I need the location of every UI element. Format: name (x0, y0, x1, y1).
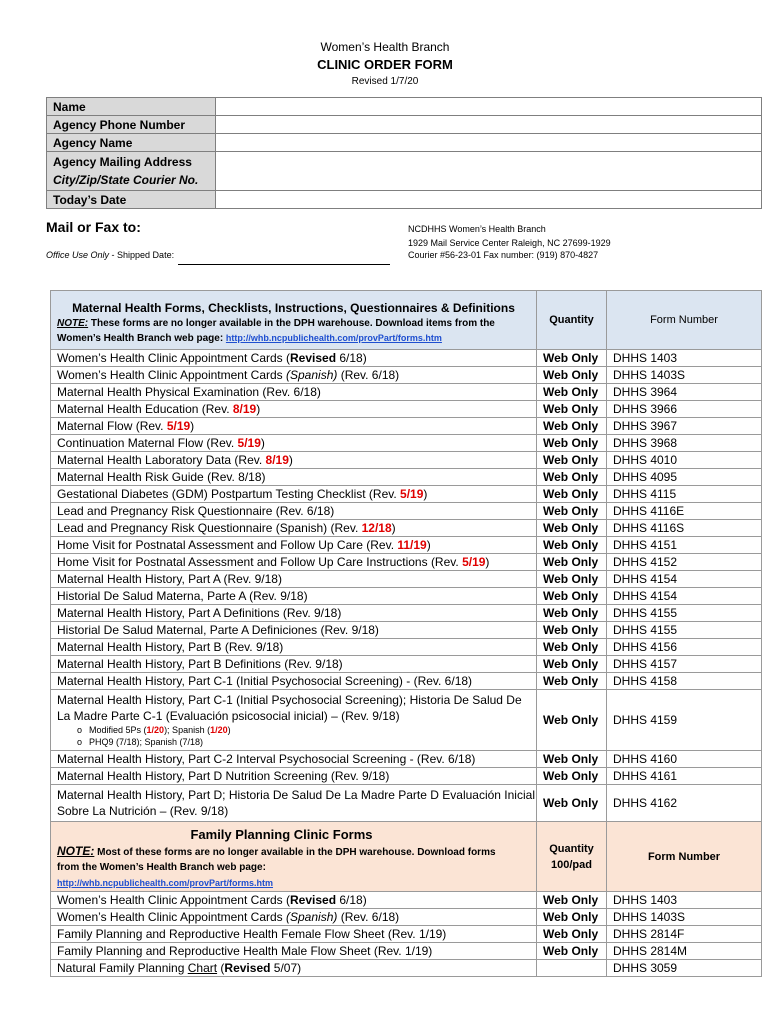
office-use-only: Office Use Only (46, 250, 110, 260)
form-number-cell: DHHS 4152 (607, 554, 762, 571)
table-row (51, 367, 762, 384)
form-number-cell: DHHS 2814F (607, 926, 762, 943)
form-description: Continuation Maternal Flow (Rev. 5/19) (51, 435, 537, 452)
quantity-cell[interactable]: Web Only (537, 909, 607, 926)
form-number-cell: DHHS 4159 (607, 690, 762, 751)
family-qty-header-line1: Quantity (549, 842, 594, 855)
office-use-label (46, 250, 174, 260)
form-number-cell: DHHS 3967 (607, 418, 762, 435)
table-row (51, 785, 762, 822)
form-description: Maternal Health History, Part A Definitions (Rev. 9/18) (51, 605, 537, 622)
form-number-cell: DHHS 1403 (607, 350, 762, 367)
form-number-cell: DHHS 4162 (607, 785, 762, 822)
courier-label-line2: City/Zip/State Courier No. (53, 173, 199, 187)
table-row (51, 588, 762, 605)
family-note-label: NOTE: (57, 844, 95, 858)
agency-phone-field[interactable] (216, 116, 762, 134)
form-number-cell: DHHS 4155 (607, 605, 762, 622)
form-number-cell: DHHS 4115 (607, 486, 762, 503)
table-row (51, 943, 762, 960)
quantity-cell[interactable]: Web Only (537, 751, 607, 768)
quantity-cell[interactable]: Web Only (537, 520, 607, 537)
quantity-cell[interactable]: Web Only (537, 622, 607, 639)
quantity-cell[interactable]: Web Only (537, 486, 607, 503)
c1-combo-text: Maternal Health History, Part C-1 (Initial Psychosocial Screening); Historia De Salud De La Madre Parte C-1 (Evaluación psicosocial inicial) – (Rev. 9/18) (57, 693, 522, 723)
family-note (57, 844, 506, 875)
table-row (51, 909, 762, 926)
table-row (51, 690, 762, 751)
partd-combo-description: Maternal Health History, Part D; Historia De Salud De La Madre Parte D Evaluación Inicial Sobre La Nutrición – (Rev. 9/18) (51, 785, 537, 822)
table-row (51, 435, 762, 452)
table-row (51, 418, 762, 435)
quantity-cell[interactable]: Web Only (537, 571, 607, 588)
form-description: Women’s Health Clinic Appointment Cards (Spanish) (Rev. 6/18) (51, 367, 537, 384)
agency-info-table (46, 97, 762, 209)
form-description: Maternal Health History, Part B Definitions (Rev. 9/18) (51, 656, 537, 673)
table-row (51, 605, 762, 622)
quantity-cell[interactable]: Web Only (537, 503, 607, 520)
form-number-cell: DHHS 3966 (607, 401, 762, 418)
maternal-note (57, 317, 530, 346)
maternal-forms-link[interactable]: http://whb.ncpublichealth.com/provPart/forms.htm (225, 332, 442, 343)
table-row (51, 768, 762, 785)
mail-or-fax-heading: Mail or Fax to: (46, 219, 141, 235)
maternal-note-text: These forms are no longer available in the DPH warehouse. Download items from the Women’s Health Branch web page: (57, 317, 495, 344)
quantity-cell[interactable]: Web Only (537, 768, 607, 785)
quantity-cell[interactable]: Web Only (537, 690, 607, 751)
form-number-cell: DHHS 4161 (607, 768, 762, 785)
form-description: Lead and Pregnancy Risk Questionnaire (Rev. 6/18) (51, 503, 537, 520)
table-row (51, 571, 762, 588)
mailing-address-field[interactable] (216, 152, 762, 191)
quantity-cell[interactable]: Web Only (537, 401, 607, 418)
table-row (51, 622, 762, 639)
nfp-description: Natural Family Planning Chart (Revised 5/07) (51, 960, 537, 977)
table-row (51, 639, 762, 656)
quantity-cell[interactable]: Web Only (537, 639, 607, 656)
address-line-2: 1929 Mail Service Center Raleigh, NC 27699-1929 (408, 238, 611, 248)
maternal-form-number-header: Form Number (607, 291, 762, 350)
form-number-cell: DHHS 4157 (607, 656, 762, 673)
table-row (51, 751, 762, 768)
form-description: Women’s Health Clinic Appointment Cards (Spanish) (Rev. 6/18) (51, 909, 537, 926)
form-description: Home Visit for Postnatal Assessment and Follow Up Care (Rev. 11/19) (51, 537, 537, 554)
family-forms-link[interactable]: http://whb.ncpublichealth.com/provPart/forms.htm (57, 878, 274, 888)
quantity-cell[interactable]: Web Only (537, 673, 607, 690)
todays-date-field[interactable] (216, 191, 762, 209)
form-number-cell: DHHS 3968 (607, 435, 762, 452)
shipped-date-label: - Shipped Date: (109, 250, 175, 260)
form-description: Women’s Health Clinic Appointment Cards (Revised 6/18) (51, 892, 537, 909)
agency-name-label: Agency Name (47, 134, 216, 152)
form-number-cell: DHHS 3964 (607, 384, 762, 401)
forms-order-table (50, 290, 762, 977)
revised-date: Revised 1/7/20 (351, 76, 419, 87)
quantity-cell[interactable]: Web Only (537, 350, 607, 367)
quantity-cell[interactable]: Web Only (537, 605, 607, 622)
form-description: Maternal Health Laboratory Data (Rev. 8/19) (51, 452, 537, 469)
quantity-cell[interactable]: Web Only (537, 537, 607, 554)
form-description: Women’s Health Clinic Appointment Cards (Revised 6/18) (51, 350, 537, 367)
form-number-cell: DHHS 4116S (607, 520, 762, 537)
quantity-cell[interactable]: Web Only (537, 785, 607, 822)
address-line-1: NCDHHS Women’s Health Branch (408, 224, 546, 234)
family-form-number-header: Form Number (607, 822, 762, 892)
table-row (51, 554, 762, 571)
table-row (51, 892, 762, 909)
form-number-cell: DHHS 4154 (607, 571, 762, 588)
c1-sub-item-5ps: o Modified 5Ps (1/20); Spanish (1/20) (77, 725, 231, 735)
form-number-cell: DHHS 2814M (607, 943, 762, 960)
form-number-cell: DHHS 1403 (607, 892, 762, 909)
form-number-cell: DHHS 4158 (607, 673, 762, 690)
form-number-cell: DHHS 3059 (607, 960, 762, 977)
form-number-cell: DHHS 1403S (607, 909, 762, 926)
form-description: Maternal Health History, Part C-2 Interval Psychosocial Screening - (Rev. 6/18) (51, 751, 537, 768)
agency-phone-label: Agency Phone Number (47, 116, 216, 134)
table-row (51, 384, 762, 401)
form-description: Home Visit for Postnatal Assessment and Follow Up Care Instructions (Rev. 5/19) (51, 554, 537, 571)
table-row (51, 656, 762, 673)
family-section-title: Family Planning Clinic Forms (190, 827, 373, 842)
form-number-cell: DHHS 4116E (607, 503, 762, 520)
maternal-quantity-header: Quantity (537, 291, 607, 350)
form-title: CLINIC ORDER FORM (317, 57, 453, 72)
form-description: Gestational Diabetes (GDM) Postpartum Testing Checklist (Rev. 5/19) (51, 486, 537, 503)
table-row (51, 486, 762, 503)
form-description: Historial De Salud Maternal, Parte A Definiciones (Rev. 9/18) (51, 622, 537, 639)
quantity-cell[interactable]: Web Only (537, 367, 607, 384)
maternal-section-title: Maternal Health Forms, Checklists, Instructions, Questionnaires & Definitions (72, 300, 515, 315)
name-label: Name (47, 98, 216, 116)
family-note-text: Most of these forms are no longer available in the DPH warehouse. Download forms from the Women’s Health Branch web page: (57, 847, 496, 873)
quantity-cell[interactable]: Web Only (537, 656, 607, 673)
c1-sub-item-phq9: o PHQ9 (7/18); Spanish (7/18) (77, 737, 204, 747)
quantity-cell[interactable]: Web Only (537, 452, 607, 469)
form-description: Maternal Health History, Part C-1 (Initial Psychosocial Screening) - (Rev. 6/18) (51, 673, 537, 690)
branch-name: Women’s Health Branch (320, 40, 450, 54)
form-number-cell: DHHS 4095 (607, 469, 762, 486)
form-number-cell: DHHS 4151 (607, 537, 762, 554)
form-number-cell: DHHS 1403S (607, 367, 762, 384)
table-row (51, 520, 762, 537)
family-qty-header-line2: 100/pad (551, 858, 592, 871)
table-row (51, 350, 762, 367)
form-description: Family Planning and Reproductive Health Female Flow Sheet (Rev. 1/19) (51, 926, 537, 943)
quantity-cell[interactable]: Web Only (537, 926, 607, 943)
quantity-cell[interactable]: Web Only (537, 435, 607, 452)
c1-combo-description (51, 690, 537, 751)
form-description: Maternal Health History, Part B (Rev. 9/18) (51, 639, 537, 656)
mailing-address-label (47, 152, 216, 191)
bullet-icon: o (77, 725, 83, 735)
quantity-cell[interactable]: Web Only (537, 418, 607, 435)
quantity-cell[interactable]: Web Only (537, 554, 607, 571)
form-description: Maternal Flow (Rev. 5/19) (51, 418, 537, 435)
form-description: Family Planning and Reproductive Health Male Flow Sheet (Rev. 1/19) (51, 943, 537, 960)
shipped-date-line[interactable] (178, 264, 390, 265)
family-quantity-header (537, 822, 607, 892)
form-description: Maternal Health Physical Examination (Rev. 6/18) (51, 384, 537, 401)
quantity-cell[interactable]: Web Only (537, 943, 607, 960)
name-field[interactable] (216, 98, 762, 116)
table-row (51, 673, 762, 690)
family-header-cell (51, 822, 537, 892)
mailing-address-label-line1: Agency Mailing Address (53, 155, 192, 169)
table-row (51, 452, 762, 469)
table-row (51, 537, 762, 554)
form-description: Maternal Health History, Part D Nutrition Screening (Rev. 9/18) (51, 768, 537, 785)
form-description: Lead and Pregnancy Risk Questionnaire (Spanish) (Rev. 12/18) (51, 520, 537, 537)
form-number-cell: DHHS 4156 (607, 639, 762, 656)
form-description: Maternal Health History, Part A (Rev. 9/18) (51, 571, 537, 588)
bullet-icon: o (77, 737, 83, 747)
form-description: Maternal Health Education (Rev. 8/19) (51, 401, 537, 418)
quantity-cell[interactable]: Web Only (537, 892, 607, 909)
table-row (51, 926, 762, 943)
maternal-section-header (51, 291, 762, 350)
quantity-cell[interactable]: Web Only (537, 469, 607, 486)
form-number-cell: DHHS 4154 (607, 588, 762, 605)
table-row (51, 401, 762, 418)
address-line-3: Courier #56-23-01 Fax number: (919) 870-4827 (408, 250, 599, 260)
quantity-cell[interactable]: Web Only (537, 588, 607, 605)
quantity-cell[interactable]: Web Only (537, 384, 607, 401)
form-number-cell: DHHS 4010 (607, 452, 762, 469)
form-number-cell: DHHS 4155 (607, 622, 762, 639)
family-planning-section-header (51, 822, 762, 892)
table-row (51, 960, 762, 977)
quantity-cell[interactable] (537, 960, 607, 977)
form-description: Historial De Salud Materna, Parte A (Rev. 9/18) (51, 588, 537, 605)
table-row (51, 503, 762, 520)
table-row (51, 469, 762, 486)
maternal-header-cell (51, 291, 537, 350)
maternal-note-label: NOTE: (57, 317, 89, 329)
form-description: Maternal Health Risk Guide (Rev. 8/18) (51, 469, 537, 486)
todays-date-label: Today’s Date (47, 191, 216, 209)
agency-name-field[interactable] (216, 134, 762, 152)
form-number-cell: DHHS 4160 (607, 751, 762, 768)
